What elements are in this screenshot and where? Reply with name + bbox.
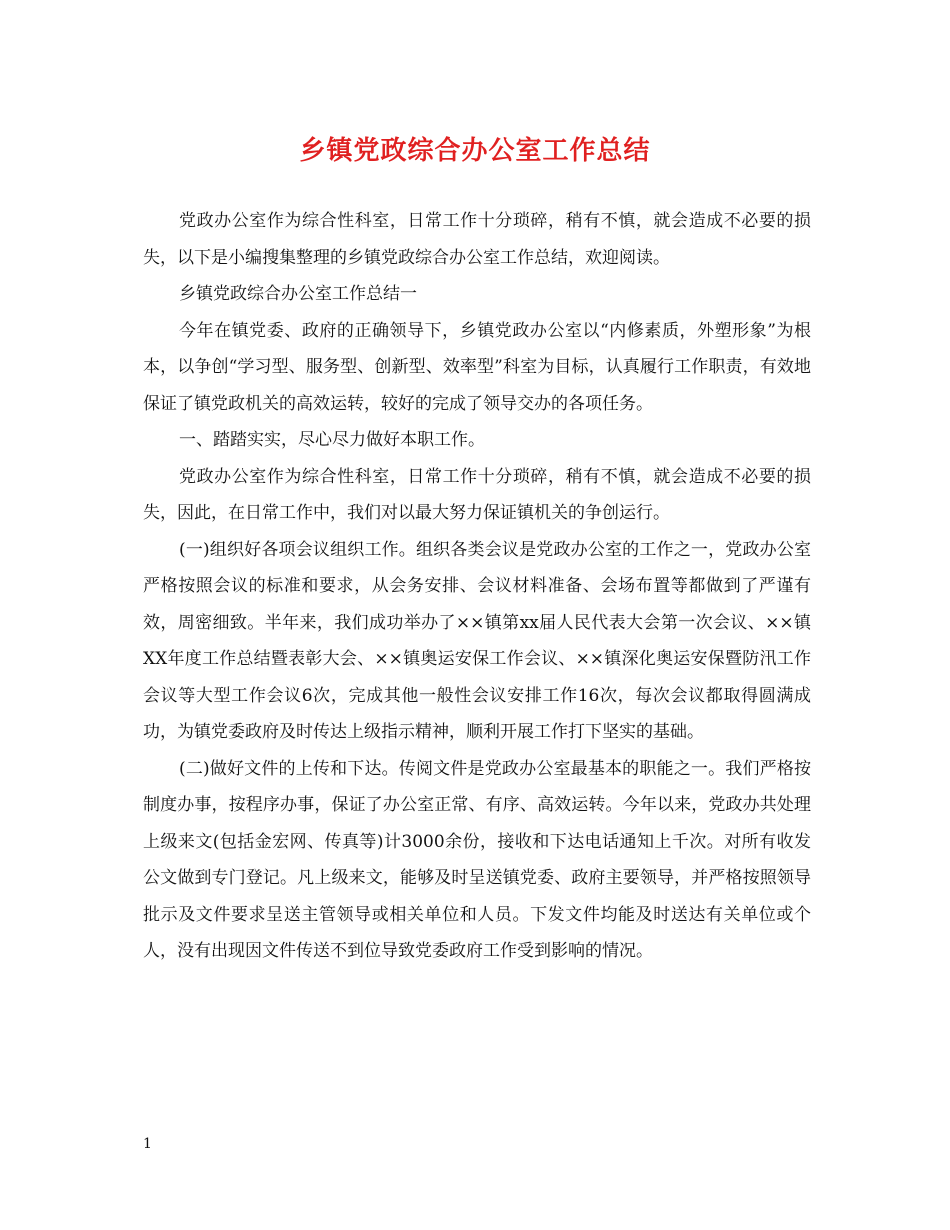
document-title: 乡镇党政综合办公室工作总结 xyxy=(299,136,651,166)
section-heading-summary-one: 乡镇党政综合办公室工作总结一 xyxy=(179,284,417,304)
paragraph-intro: 党政办公室作为综合性科室，日常工作十分琐碎，稍有不慎，就会造成不必要的损失，以下是小编搜集整理的乡镇党政综合办公室工作总结，欢迎阅读。 xyxy=(143,211,811,268)
page-number: 1 xyxy=(143,1136,152,1152)
paragraph-documents: (二)做好文件的上传和下达。传阅文件是党政办公室最基本的职能之一。我们严格按制度办事，按程序办事，保证了办公室正常、有序、高效运转。今年以来，党政办共处理上级来文(包括金宏网、传真等)计3000余份，接收和下达电话通知上千次。对所有收发公文做到专门登记。凡上级来文，能够及时呈送镇党委、政府主要领导，并严格按照领导批示及文件要求呈送主管领导或相关单位和人员。下发文件均能及时送达有关单位或个人，没有出现因文件传送不到位导致党委政府工作受到影响的情况。 xyxy=(143,758,811,961)
document-body xyxy=(143,203,811,970)
paragraph-meetings: (一)组织好各项会议组织工作。组织各类会议是党政办公室的工作之一，党政办公室严格按照会议的标准和要求，从会务安排、会议材料准备、会场布置等都做到了严谨有效，周密细致。半年来，我们成功举办了××镇第xx届人民代表大会第一次会议、××镇XX年度工作总结暨表彰大会、××镇奥运安保工作会议、××镇深化奥运安保暨防汛工作会议等大型工作会议6次，完成其他一般性会议安排工作16次，每次会议都取得圆满成功，为镇党委政府及时传达上级指示精神，顺利开展工作打下坚实的基础。 xyxy=(143,539,811,742)
section-heading-one: 一、踏踏实实，尽心尽力做好本职工作。 xyxy=(179,430,485,450)
paragraph-office-role: 党政办公室作为综合性科室，日常工作十分琐碎，稍有不慎，就会造成不必要的损失，因此，在日常工作中，我们对以最大努力保证镇机关的争创运行。 xyxy=(143,466,811,523)
paragraph-overview: 今年在镇党委、政府的正确领导下，乡镇党政办公室以“内修素质，外塑形象”为根本，以争创“学习型、服务型、创新型、效率型”科室为目标，认真履行工作职责，有效地保证了镇党政机关的高效运转，较好的完成了领导交办的各项任务。 xyxy=(143,320,811,414)
